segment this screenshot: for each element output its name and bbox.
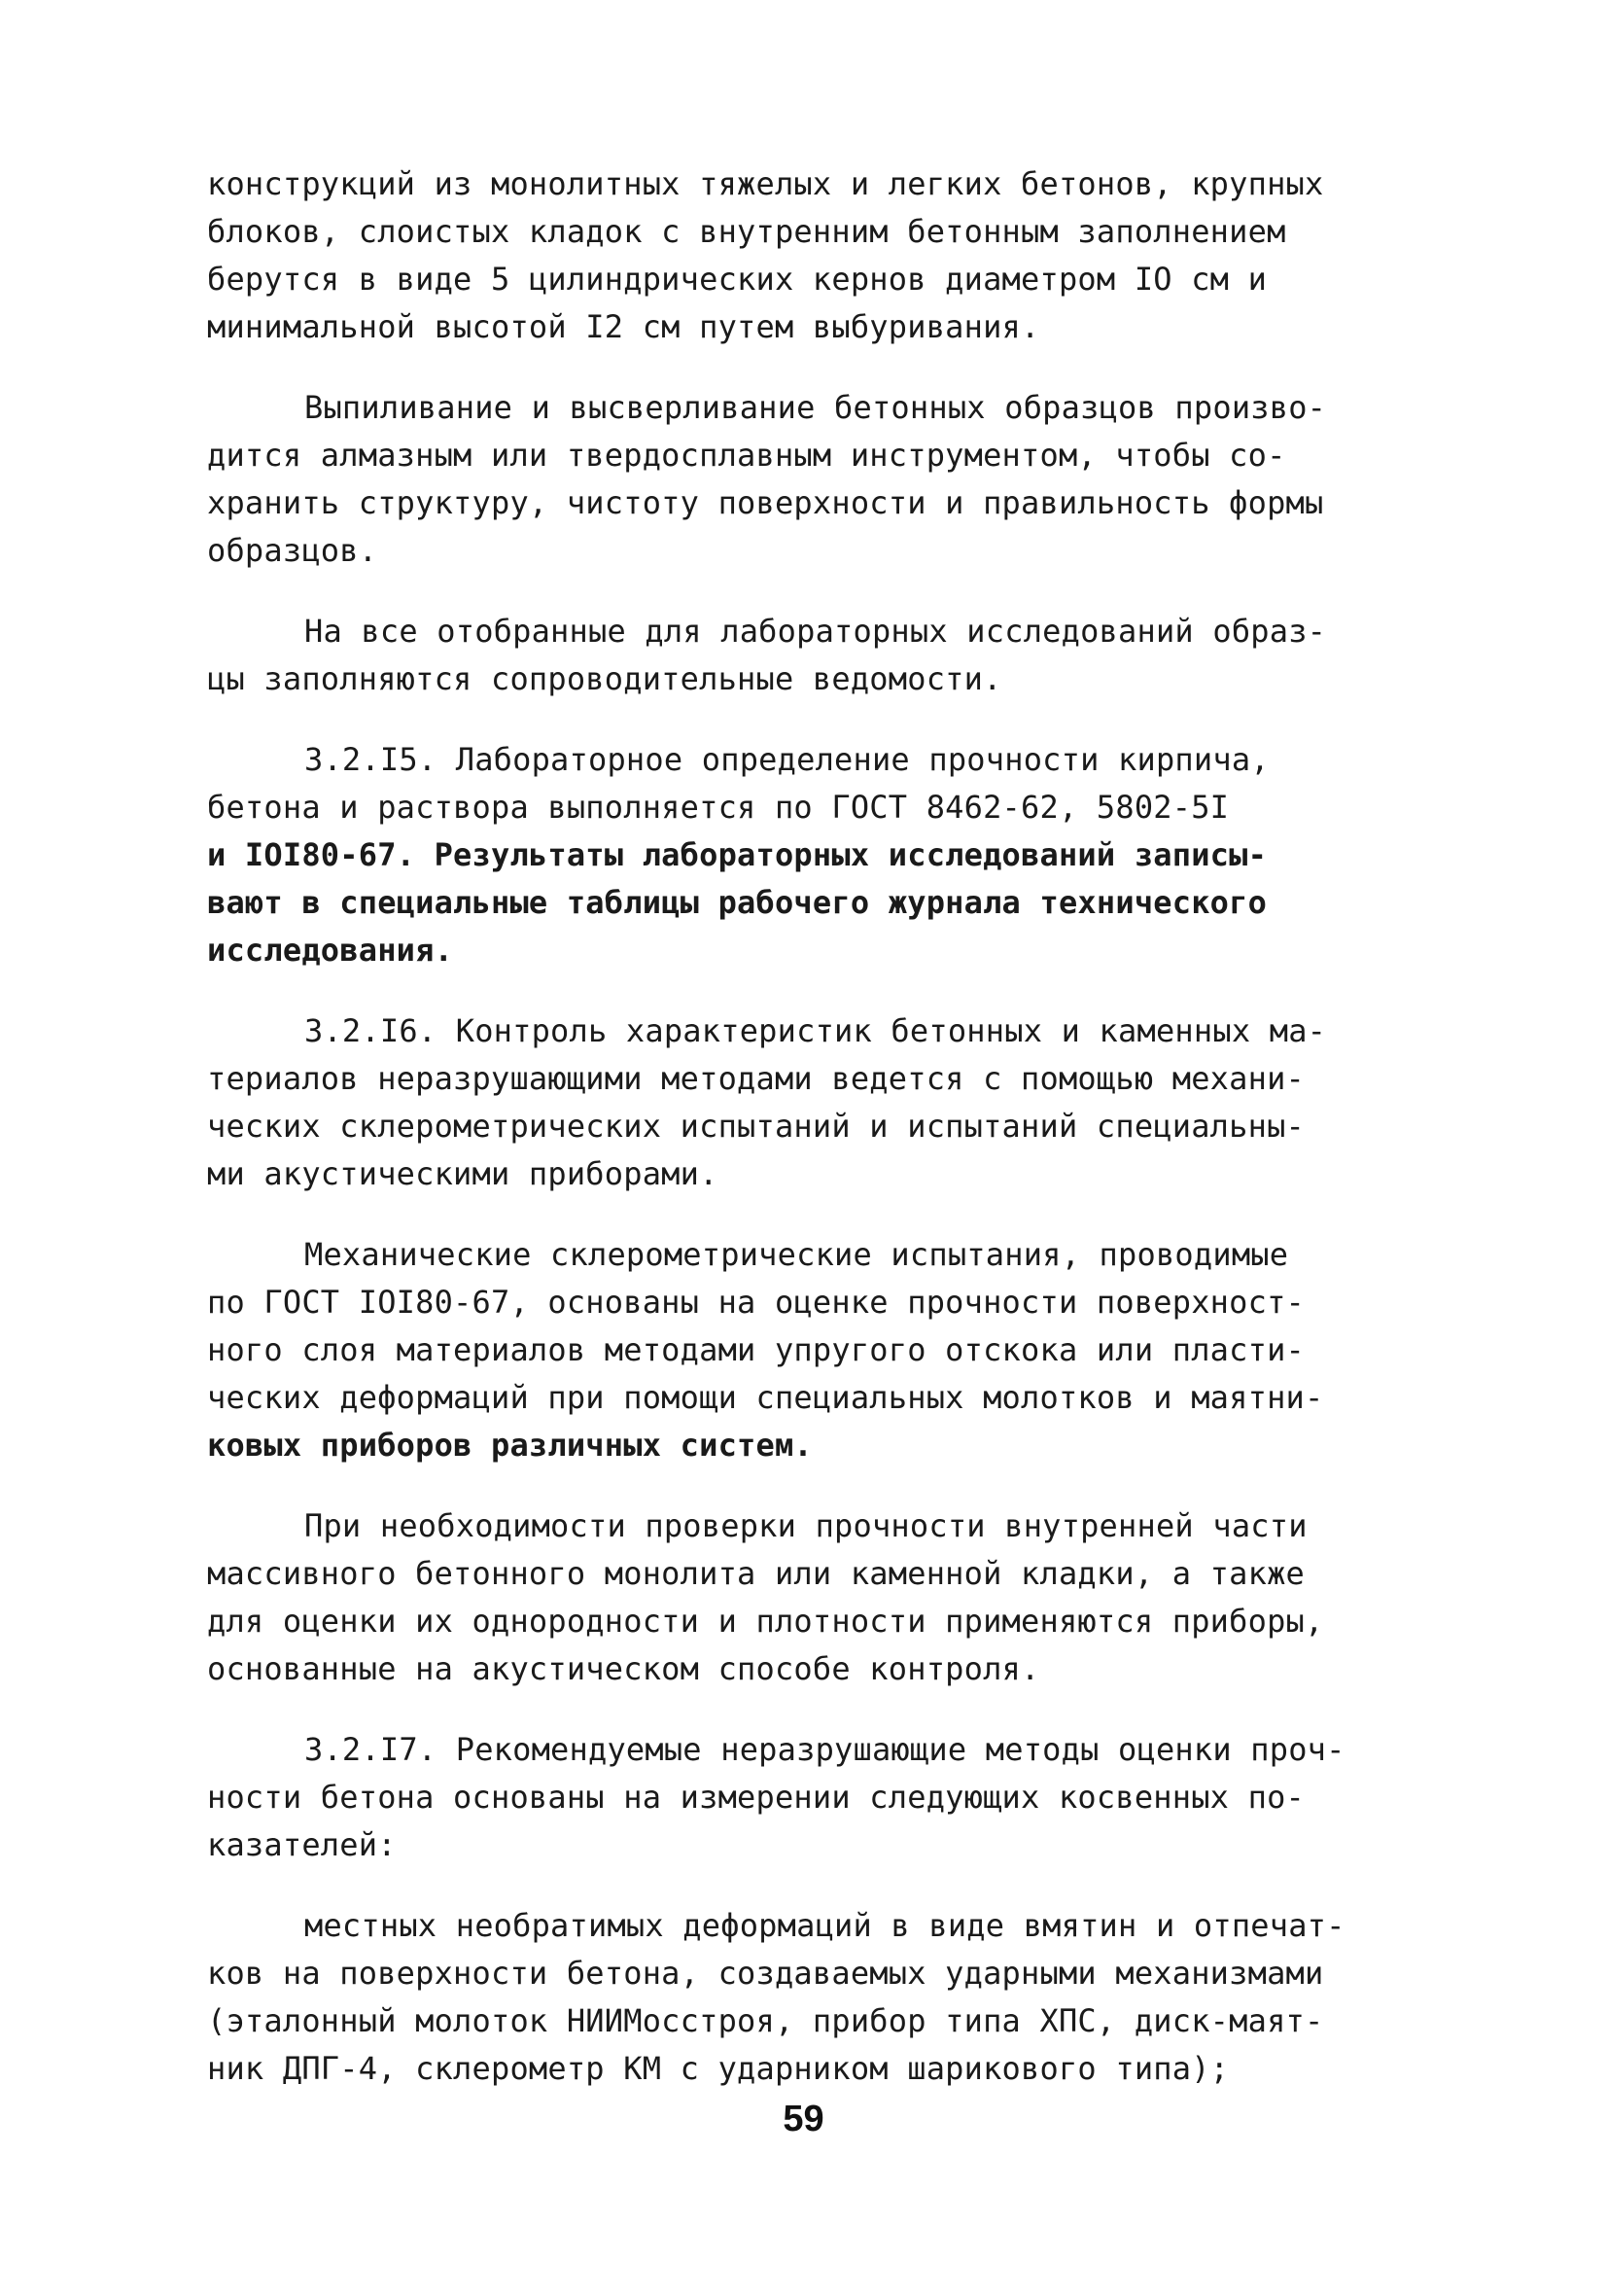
text-line: по ГОСТ IOI80-67, основаны на оценке прочности поверхност-: [207, 1284, 1306, 1321]
text-line: минимальной высотой I2 см путем выбуривания.: [207, 308, 1040, 345]
text-line: и IOI80-67. Результаты лабораторных исследований записы-: [207, 836, 1268, 873]
text-line: блоков, слоистых кладок с внутренним бетонным заполнением: [207, 213, 1286, 250]
text-line: 3.2.I7. Рекомендуемые неразрушающие методы оценки проч-: [304, 1731, 1345, 1768]
text-line: 3.2.I5. Лабораторное определение прочности кирпича,: [304, 741, 1270, 778]
text-line: На все отобранные для лабораторных исследований образ-: [304, 613, 1327, 650]
text-line: ности бетона основаны на измерении следующих косвенных по-: [207, 1779, 1306, 1816]
paragraph-local-deformations: [207, 1902, 1427, 2093]
text-line: берутся в виде 5 цилиндрических кернов диаметром IO см и: [207, 261, 1268, 298]
text-line: основанные на акустическом способе контроля.: [207, 1650, 1040, 1687]
paragraph-sample-records: [207, 608, 1427, 703]
text-line: исследования.: [207, 932, 454, 969]
text-line: для оценки их однородности и плотности применяются приборы,: [207, 1603, 1324, 1640]
text-line: При необходимости проверки прочности внутренней части: [304, 1507, 1308, 1544]
paragraph-mechanical-tests: [207, 1231, 1427, 1469]
text-line: массивного бетонного монолита или каменной кладки, а также: [207, 1555, 1306, 1592]
text-line: ковых приборов различных систем.: [207, 1427, 813, 1464]
paragraph-cutting-drilling: [207, 384, 1427, 575]
text-line: ного слоя материалов методами упругого отскока или пласти-: [207, 1331, 1306, 1368]
paragraph-3-2-16: [207, 1007, 1427, 1198]
text-line: ческих склерометрических испытаний и испытаний специальны-: [207, 1108, 1306, 1145]
text-line: ческих деформаций при помощи специальных молотков и маятни-: [207, 1379, 1324, 1416]
text-line: местных необратимых деформаций в виде вмятин и отпечат-: [304, 1907, 1345, 1944]
text-line: цы заполняются сопроводительные ведомости.: [207, 660, 1002, 697]
text-line: (эталонный молоток НИИМосстроя, прибор типа ХПС, диск-маят-: [207, 2002, 1324, 2039]
text-line: дится алмазным или твердосплавным инструментом, чтобы со-: [207, 437, 1286, 474]
text-line: вают в специальные таблицы рабочего журнала технического: [207, 884, 1268, 921]
text-line: ник ДПГ-4, склерометр КМ с ударником шарикового типа);: [207, 2050, 1230, 2087]
paragraph-acoustic-control: [207, 1502, 1427, 1693]
paragraph-3-2-17: [207, 1726, 1427, 1869]
text-line: Выпиливание и высверливание бетонных образцов произво-: [304, 389, 1327, 426]
text-line: ков на поверхности бетона, создаваемых ударными механизмами: [207, 1955, 1324, 1992]
text-line: 3.2.I6. Контроль характеристик бетонных и каменных ма-: [304, 1012, 1327, 1049]
page-number: 59: [783, 2099, 824, 2139]
text-line: казателей:: [207, 1826, 397, 1863]
text-line: Механические склерометрические испытания, проводимые: [304, 1236, 1289, 1273]
text-line: бетона и раствора выполняется по ГОСТ 8462-62, 5802-5I: [207, 789, 1230, 826]
text-line: териалов неразрушающими методами ведется с помощью механи-: [207, 1060, 1306, 1097]
text-line: хранить структуру, чистоту поверхности и правильность формы: [207, 484, 1324, 521]
text-line: образцов.: [207, 532, 378, 569]
paragraph-core-sampling: [207, 160, 1427, 351]
paragraph-3-2-15: [207, 736, 1427, 974]
text-line: конструкций из монолитных тяжелых и легких бетонов, крупных: [207, 165, 1324, 202]
body-text: [207, 160, 1427, 2126]
text-line: ми акустическими приборами.: [207, 1155, 718, 1192]
